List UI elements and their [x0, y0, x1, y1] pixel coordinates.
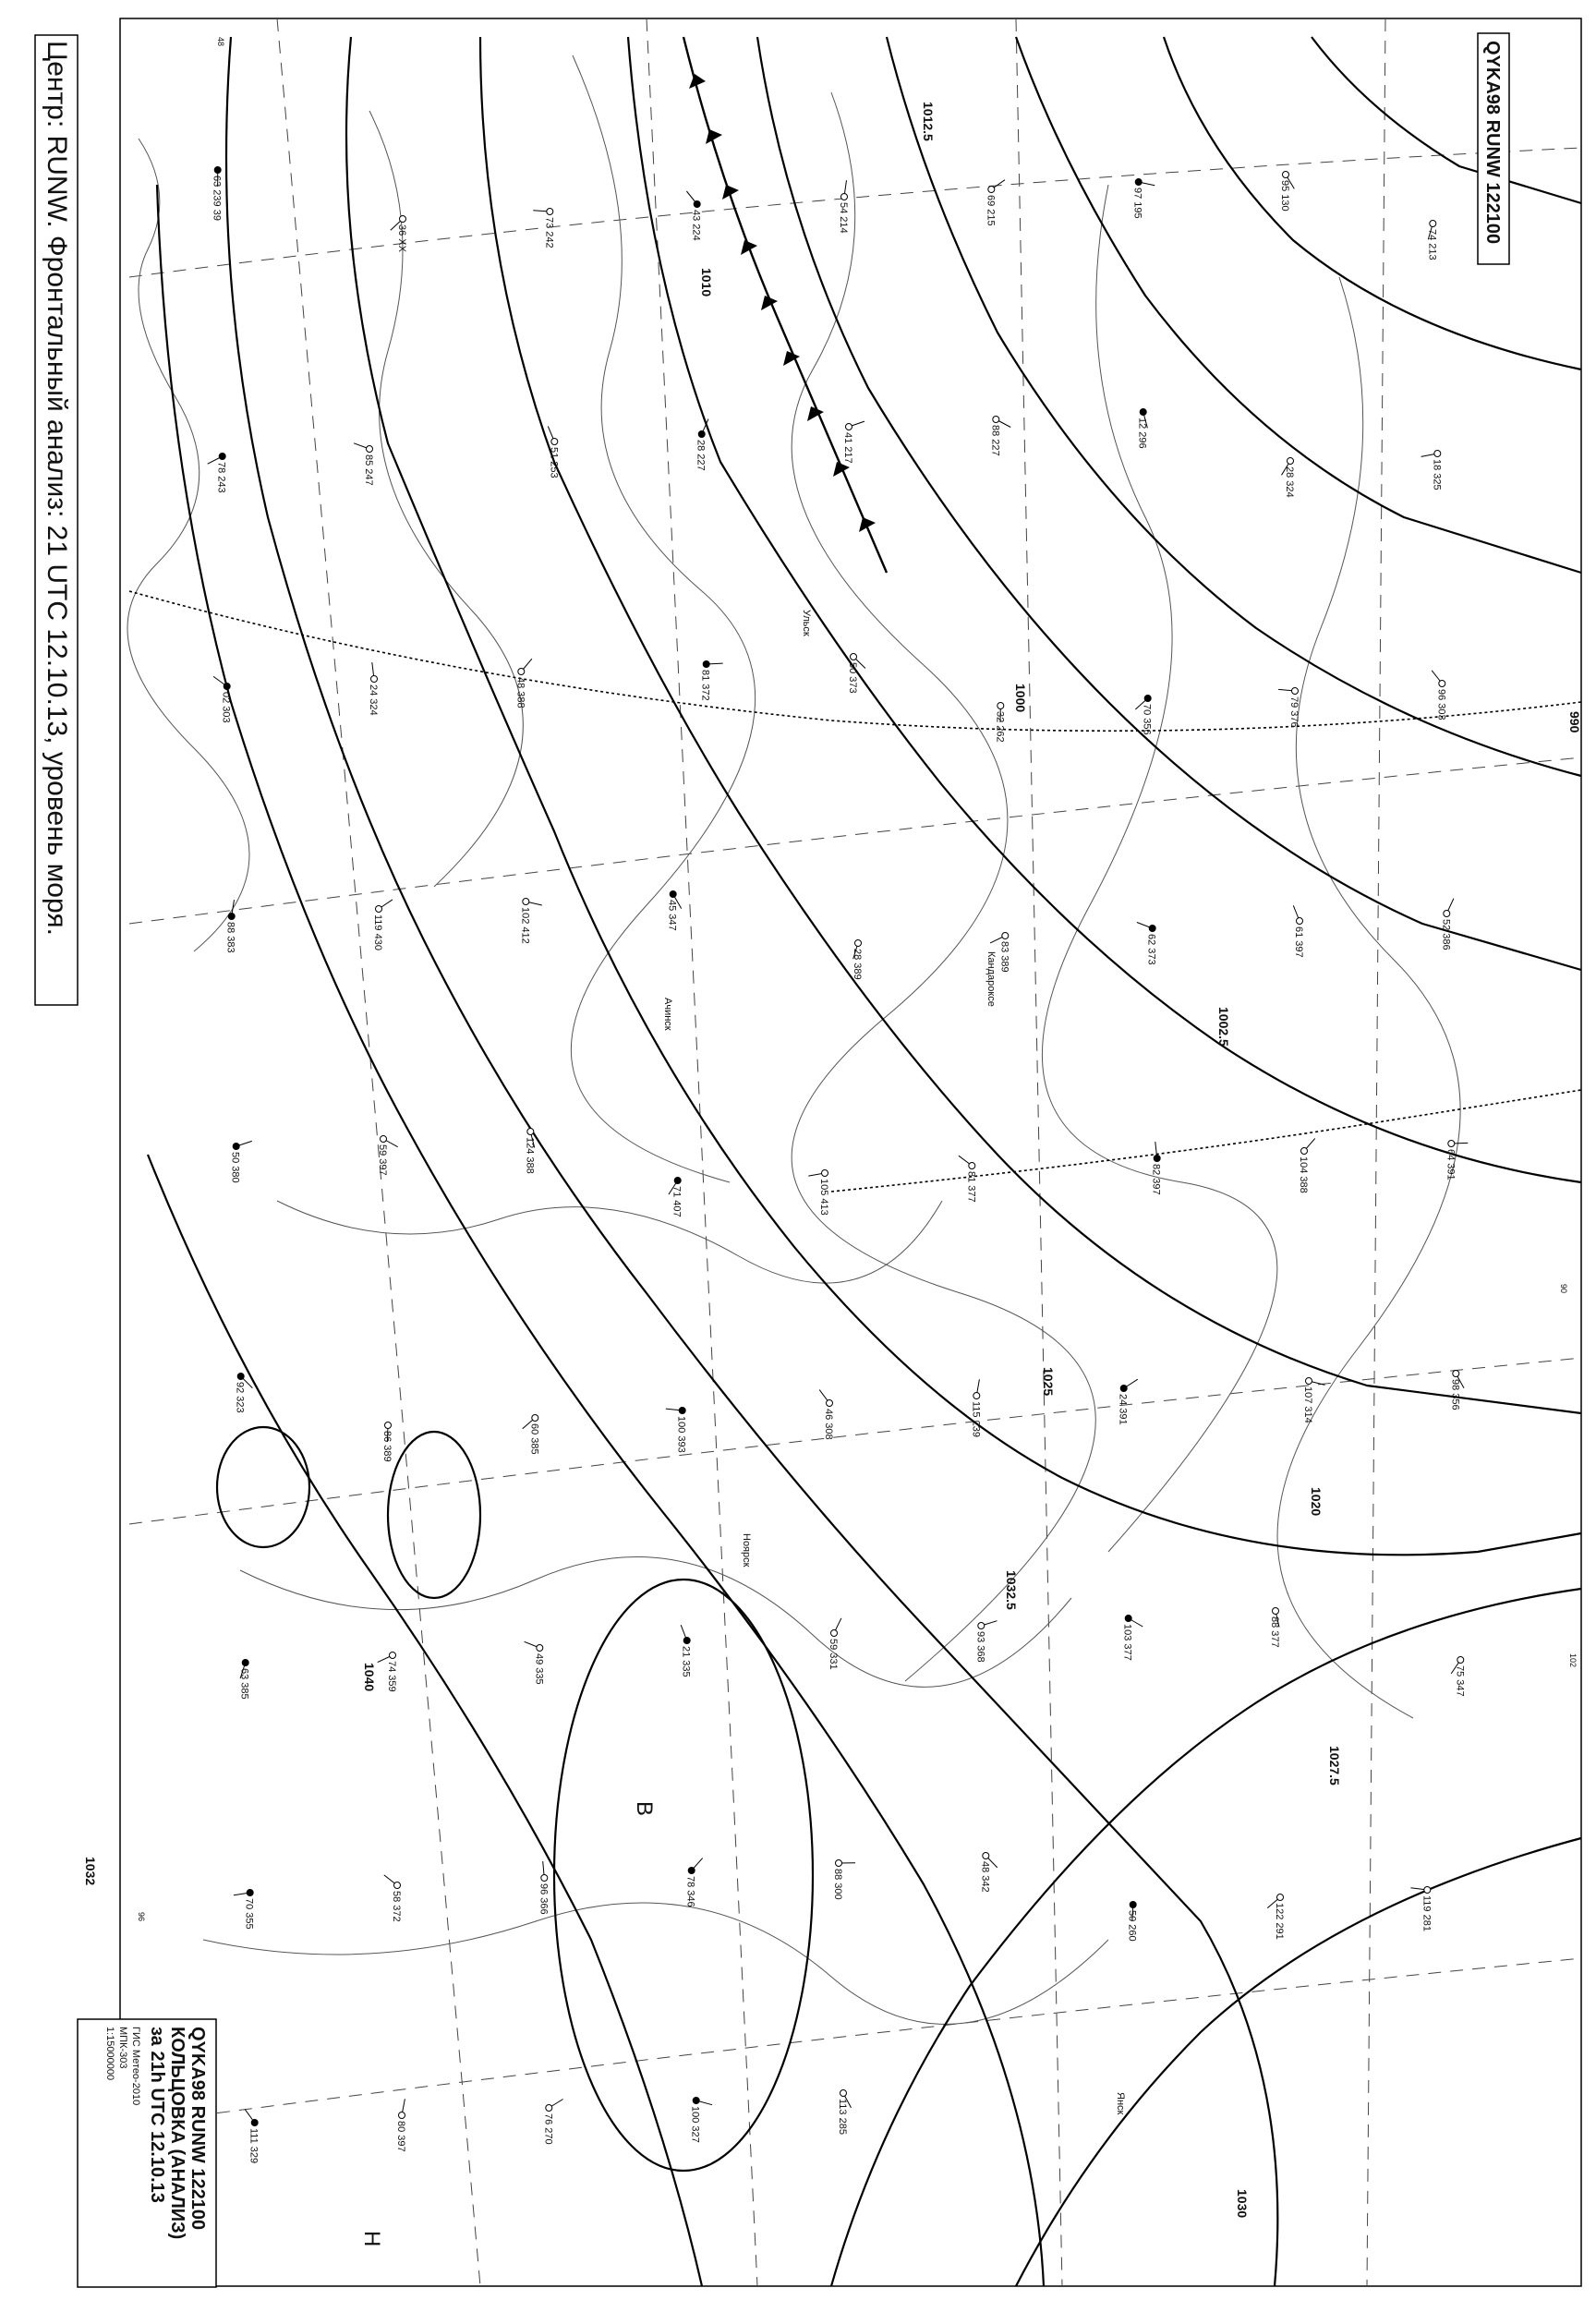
- station-plot: [1137, 923, 1157, 965]
- station-value: 49 335: [533, 1653, 545, 1685]
- station-plot: [213, 676, 232, 722]
- place-name: Кандароксе: [985, 951, 997, 1007]
- low-pressure-center: Н: [359, 2231, 384, 2247]
- station-plot: [838, 180, 849, 233]
- station-value: 21 335: [680, 1646, 692, 1677]
- station-circle: [1154, 1156, 1160, 1162]
- station-plot: [1127, 1902, 1138, 1942]
- legend-line: QYKA98 RUNW 122100: [187, 2027, 208, 2231]
- station-circle: [1002, 933, 1009, 939]
- station-plot: [1118, 1379, 1138, 1424]
- station-value: 59 397: [377, 1144, 388, 1176]
- station-circle: [703, 661, 709, 668]
- station-circle: [693, 2098, 699, 2104]
- station-circle: [694, 201, 700, 208]
- station-value: 50 380: [229, 1152, 241, 1183]
- isobar-label: 1010: [699, 268, 714, 297]
- station-plot: [985, 180, 1005, 226]
- station-circle: [214, 167, 221, 174]
- isobar-label: 1002.5: [1216, 1007, 1231, 1047]
- map-frame: [120, 18, 1581, 2286]
- station-circle: [228, 914, 235, 920]
- station-plot: [667, 891, 682, 931]
- station-circle: [698, 431, 705, 438]
- station-circle: [394, 1882, 401, 1889]
- station-value: 75 347: [1454, 1665, 1466, 1697]
- station-circle: [679, 1408, 685, 1414]
- station-plot: [368, 662, 379, 716]
- station-plot: [669, 1178, 683, 1217]
- isobar-labels: [83, 102, 1582, 2218]
- station-value: 81 372: [699, 670, 711, 701]
- station-circle: [1277, 1894, 1284, 1901]
- station-value: 115 239: [970, 1401, 982, 1437]
- station-circle: [1273, 1608, 1279, 1615]
- station-circle: [367, 446, 373, 453]
- station-value: 124 388: [524, 1137, 536, 1174]
- station-value: 63 385: [238, 1668, 250, 1700]
- station-value: 100 393: [675, 1416, 687, 1453]
- station-circle: [400, 216, 406, 223]
- station-plot: [525, 1641, 545, 1684]
- station-circle: [1439, 681, 1445, 687]
- station-plot: [395, 2099, 406, 2151]
- station-value: 105 413: [818, 1179, 829, 1216]
- station-circle: [547, 209, 553, 215]
- station-value: 28 324: [1284, 466, 1295, 498]
- station-circle: [840, 2090, 847, 2097]
- station-circle: [1144, 696, 1151, 702]
- station-plot: [959, 1156, 976, 1202]
- station-value: 61 397: [1293, 926, 1304, 958]
- legend-box: [78, 2019, 216, 2287]
- station-circle: [237, 1374, 244, 1380]
- station-plot: [1132, 179, 1155, 219]
- station-circle: [998, 703, 1004, 709]
- station-circle: [385, 1422, 392, 1429]
- station-circle: [993, 417, 999, 423]
- station-circle: [969, 1163, 975, 1169]
- station-plot: [852, 940, 863, 980]
- station-value: 12 296: [1136, 418, 1148, 449]
- grid-number: 102: [1568, 1653, 1578, 1668]
- station-value: 100 327: [689, 2106, 701, 2143]
- station-circle: [523, 899, 529, 905]
- legend-line: за 21h UTC 12.10.13: [147, 2027, 167, 2203]
- station-value: 51 253: [548, 447, 560, 478]
- station-plot: [847, 654, 865, 694]
- station-value: 64 391: [1445, 1149, 1457, 1180]
- station-circle: [1288, 458, 1294, 465]
- station-circle: [1306, 1378, 1312, 1385]
- station-plot: [989, 417, 1010, 456]
- station-plot: [808, 1170, 829, 1216]
- station-plot: [524, 1129, 535, 1174]
- station-circle: [688, 1868, 695, 1874]
- station-value: 119 430: [372, 914, 383, 950]
- station-plot: [1449, 1371, 1464, 1410]
- station-plot: [681, 1625, 692, 1677]
- station-plot: [832, 1860, 855, 1900]
- station-plot: [974, 1621, 997, 1663]
- station-plot: [1267, 1894, 1285, 1940]
- station-circle: [242, 1660, 248, 1666]
- station-circle: [390, 1652, 396, 1659]
- station-circle: [1120, 1386, 1127, 1392]
- station-circle: [822, 1170, 828, 1177]
- station-circle: [1135, 179, 1142, 186]
- station-value: 76 270: [542, 2113, 554, 2145]
- coastlines: [127, 55, 1460, 2024]
- station-plot: [523, 1415, 540, 1455]
- map-title: Центр: RUNW. Фронтальный анализ: 21 UTC 12.10.13, уровень моря.: [42, 41, 72, 936]
- station-plot: [1432, 671, 1446, 720]
- station-plot: [391, 216, 407, 253]
- legend-line: КОЛЬЦОВКА (АНАЛИЗ): [167, 2027, 187, 2240]
- station-value: 88 377: [1269, 1616, 1280, 1648]
- station-value: 73 242: [543, 217, 555, 248]
- station-value: 80 397: [395, 2121, 406, 2152]
- station-value: 88 300: [832, 1869, 843, 1900]
- station-plot: [1298, 1138, 1315, 1192]
- station-value: 86 389: [381, 1431, 393, 1462]
- station-circle: [1453, 1371, 1459, 1377]
- isobar-label: 1032: [83, 1857, 98, 1886]
- station-circle: [518, 669, 525, 675]
- station-circle: [233, 1144, 239, 1150]
- station-circle: [827, 1400, 833, 1407]
- station-value: 81 377: [965, 1171, 977, 1203]
- station-value: 74 213: [1426, 229, 1438, 260]
- grid-number: 48: [216, 37, 225, 47]
- station-plot: [384, 1875, 402, 1922]
- station-circle: [1424, 1887, 1431, 1894]
- header-code: QYKA98 RUNW 122100: [1482, 41, 1503, 245]
- station-value: 96 303: [1435, 689, 1447, 720]
- station-circle: [381, 1136, 387, 1143]
- station-value: 02 303: [220, 692, 232, 723]
- station-value: 59 331: [828, 1639, 839, 1670]
- station-plot: [354, 443, 374, 486]
- station-value: 92 323: [234, 1382, 246, 1413]
- station-plot: [239, 1660, 250, 1700]
- isobar-label: 1027.5: [1327, 1746, 1342, 1786]
- station-circle: [537, 1645, 543, 1652]
- station-plot: [666, 1408, 687, 1453]
- station-value: 71 407: [671, 1186, 683, 1217]
- station-circle: [1149, 926, 1155, 932]
- station-value: 63 239 39: [211, 176, 223, 221]
- station-plot: [548, 426, 559, 478]
- station-plot: [842, 421, 864, 464]
- place-name: Ноярск: [741, 1533, 752, 1568]
- isobar-label: 1012.5: [921, 102, 936, 141]
- station-plot: [1137, 409, 1148, 449]
- station-plot: [542, 2100, 562, 2145]
- station-circle: [670, 891, 676, 898]
- station-value: 74 359: [386, 1661, 397, 1692]
- legend-line: ГИС Метео-2010: [130, 2027, 141, 2106]
- station-circle: [551, 439, 558, 445]
- station-circle: [1457, 1657, 1464, 1664]
- place-name: Ачинск: [662, 998, 673, 1031]
- station-value: 98 356: [1449, 1379, 1461, 1410]
- station-plot: [686, 191, 701, 241]
- station-value: 18 325: [1431, 459, 1443, 490]
- station-value: 36 XX: [396, 224, 407, 252]
- station-value: 32 262: [994, 711, 1006, 743]
- station-plot: [519, 899, 542, 944]
- station-value: 69 215: [985, 195, 997, 226]
- station-plot: [994, 703, 1005, 743]
- isobar-label: 1040: [362, 1663, 377, 1692]
- station-circle: [532, 1415, 538, 1422]
- station-value: 113 285: [837, 2099, 848, 2135]
- station-circle: [988, 187, 995, 193]
- station-plot: [377, 1136, 398, 1176]
- station-plot: [1122, 1616, 1143, 1661]
- station-value: 60 385: [528, 1423, 540, 1455]
- station-circle: [836, 1860, 842, 1867]
- station-value: 24 391: [1117, 1394, 1129, 1425]
- legend-line: 1:15000000: [104, 2027, 115, 2081]
- place-name: Янск: [1115, 2092, 1126, 2115]
- station-value: 107 314: [1302, 1386, 1313, 1423]
- station-circle: [1140, 409, 1146, 416]
- station-value: 48 342: [979, 1861, 991, 1893]
- station-circle: [1430, 221, 1436, 227]
- station-value: 62 373: [1145, 934, 1157, 965]
- station-plot: [1440, 899, 1454, 950]
- station-plot: [208, 454, 227, 493]
- station-circle: [973, 1393, 980, 1399]
- station-value: 50 260: [1126, 1910, 1138, 1942]
- isobar-label: 1020: [1309, 1487, 1324, 1517]
- station-value: 93 368: [974, 1631, 986, 1663]
- station-circle: [247, 1890, 253, 1896]
- station-circle: [1297, 918, 1303, 925]
- station-circle: [983, 1853, 989, 1859]
- station-value: 104 388: [1298, 1156, 1309, 1193]
- station-plot: [538, 1861, 549, 1915]
- station-plot: [979, 1853, 998, 1893]
- station-plot: [235, 1374, 253, 1413]
- station-plot: [378, 1652, 397, 1692]
- station-plot: [234, 1890, 255, 1930]
- station-value: 96 366: [538, 1883, 550, 1915]
- station-circle: [219, 454, 225, 460]
- station-plot: [230, 1141, 252, 1182]
- latlon-grid: [129, 18, 1581, 2286]
- station-plot: [828, 1618, 841, 1670]
- station-value: 41 217: [842, 432, 853, 464]
- station-circle: [841, 194, 848, 200]
- station-plot: [819, 1390, 834, 1440]
- station-circle: [546, 2105, 552, 2112]
- station-circle: [399, 2112, 405, 2119]
- station-circle: [376, 906, 382, 913]
- station-plot: [1293, 905, 1304, 957]
- station-plot: [685, 1858, 703, 1907]
- station-value: 79 376: [1288, 696, 1300, 728]
- station-circle: [1444, 911, 1450, 917]
- station-circle: [1301, 1148, 1308, 1155]
- station-value: 83 389: [998, 941, 1010, 973]
- station-value: 95 130: [1279, 180, 1290, 212]
- station-value: 111 329: [248, 2128, 260, 2164]
- isobar-label: 1030: [1235, 2189, 1250, 2219]
- high-pressure-center: В: [632, 1801, 657, 1817]
- station-value: 50 373: [847, 662, 858, 694]
- station-value: 28 389: [852, 949, 863, 980]
- station-value: 119 281: [1421, 1895, 1433, 1931]
- station-circle: [371, 676, 378, 683]
- station-value: 45 347: [666, 900, 678, 931]
- station-circle: [1448, 1141, 1455, 1147]
- station-circle: [683, 1638, 690, 1644]
- station-plot: [381, 1422, 393, 1462]
- station-plot: [700, 661, 723, 701]
- station-circle: [1292, 688, 1299, 695]
- station-circle: [846, 424, 852, 430]
- station-value: 28 227: [695, 440, 707, 471]
- place-name: Ульск: [801, 610, 812, 636]
- isobar-label: 990: [1567, 711, 1582, 733]
- station-value: 43 224: [690, 210, 702, 241]
- station-plot: [1421, 451, 1443, 490]
- station-circle: [831, 1630, 838, 1637]
- station-plot: [212, 167, 223, 221]
- station-plot: [690, 2098, 712, 2143]
- station-circle: [978, 1623, 985, 1629]
- station-plot: [514, 659, 532, 708]
- station-plot: [1151, 1142, 1162, 1195]
- station-value: 52 386: [1440, 919, 1452, 950]
- station-circle: [251, 2120, 258, 2126]
- station-circle: [224, 684, 230, 690]
- station-plot: [372, 900, 393, 950]
- station-circle: [855, 940, 862, 947]
- isobar-label: 1000: [1013, 684, 1028, 713]
- grid-number: 90: [1559, 1284, 1568, 1294]
- station-plot: [1451, 1657, 1465, 1697]
- isobars: [148, 37, 1581, 2286]
- station-plot: [225, 900, 236, 952]
- station-value: 122 291: [1274, 1903, 1285, 1940]
- station-value: 82 397: [1150, 1164, 1162, 1195]
- grid-number: 96: [137, 1912, 146, 1922]
- place-names: [662, 610, 1126, 2115]
- station-circle: [527, 1129, 534, 1135]
- station-plot: [1426, 221, 1437, 260]
- station-value: 88 383: [224, 922, 236, 953]
- station-plot: [245, 2109, 260, 2163]
- station-circle: [1125, 1616, 1131, 1622]
- station-circle: [851, 654, 857, 660]
- station-value: 85 247: [363, 454, 374, 486]
- station-value: 24 324: [368, 684, 379, 716]
- station-value: 54 214: [838, 202, 849, 234]
- station-plot: [1445, 1141, 1468, 1180]
- station-value: 78 243: [215, 462, 227, 493]
- station-value: 58 372: [391, 1891, 402, 1922]
- station-plot: [1279, 172, 1294, 212]
- station-value: 97 195: [1131, 188, 1143, 219]
- station-circle: [1130, 1902, 1136, 1908]
- isobar-label: 1032.5: [1004, 1570, 1019, 1610]
- station-value: 70 355: [243, 1898, 255, 1930]
- station-value: 102 412: [519, 907, 531, 944]
- station-plot: [970, 1379, 981, 1437]
- legend-line: МПК-303: [117, 2027, 128, 2069]
- station-value: 70 356: [1141, 704, 1153, 735]
- station-value: 48 388: [514, 677, 526, 708]
- station-value: 46 308: [823, 1409, 834, 1440]
- station-plot: [1135, 696, 1152, 735]
- station-circle: [541, 1875, 548, 1882]
- station-value: 88 227: [989, 425, 1001, 456]
- station-circle: [1434, 451, 1441, 457]
- station-circle: [1283, 172, 1289, 178]
- station-plot: [837, 2090, 852, 2135]
- station-plot: [1269, 1608, 1280, 1648]
- isobar-label: 1025: [1041, 1367, 1056, 1397]
- station-value: 78 346: [684, 1876, 696, 1907]
- station-plot: [1278, 688, 1300, 728]
- station-plot: [1282, 458, 1296, 498]
- station-circle: [674, 1178, 681, 1184]
- station-value: 103 377: [1121, 1624, 1133, 1661]
